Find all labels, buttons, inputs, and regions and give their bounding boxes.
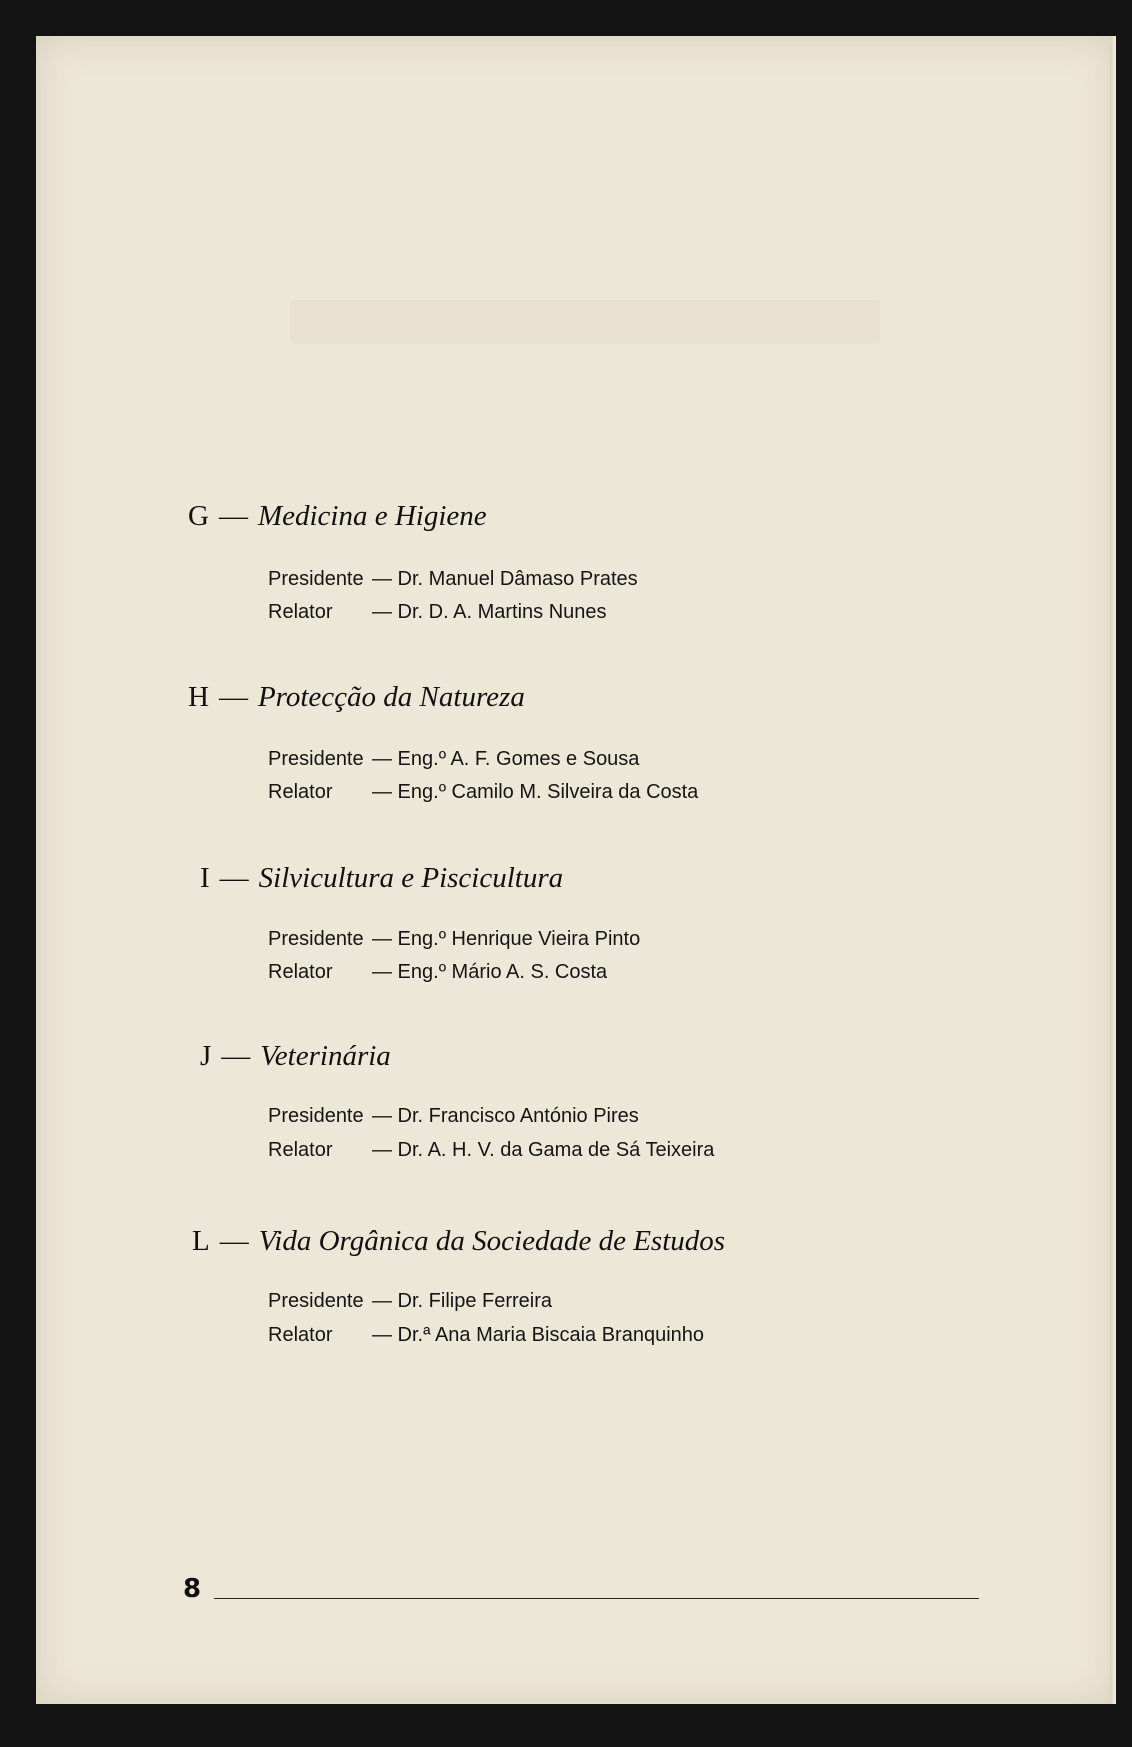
section-heading: I — Silvicultura e Piscicultura xyxy=(200,862,564,894)
relator-row xyxy=(268,1324,704,1347)
role-label: Presidente xyxy=(268,1290,364,1312)
bleed-through-text xyxy=(290,300,880,344)
section-title: Vida Orgânica da Sociedade de Estudos xyxy=(258,1225,726,1257)
section-title: Veterinária xyxy=(260,1040,391,1072)
relator-row xyxy=(268,601,607,624)
section-letter: H xyxy=(188,681,209,713)
role-label: Relator xyxy=(268,601,333,623)
person-name: — Eng.º Henrique Vieira Pinto xyxy=(372,928,641,950)
section-heading: L — Vida Orgânica da Sociedade de Estudos xyxy=(192,1225,726,1257)
page-number: 8 xyxy=(183,1574,202,1604)
presidente-row xyxy=(268,928,640,951)
person-name: — Eng.º Camilo M. Silveira da Costa xyxy=(372,781,699,803)
person-name: — Dr. Francisco António Pires xyxy=(372,1105,639,1127)
document-page xyxy=(36,36,1116,1704)
section-letter: L xyxy=(192,1225,210,1257)
section-heading: G — Medicina e Higiene xyxy=(188,500,487,532)
section-title: Protecção da Natureza xyxy=(257,681,525,713)
section-letter: I xyxy=(200,862,210,894)
section-letter: G xyxy=(188,500,209,532)
person-name: — Dr. A. H. V. da Gama de Sá Teixeira xyxy=(372,1139,715,1161)
person-name: — Eng.º Mário A. S. Costa xyxy=(372,961,608,983)
relator-row xyxy=(268,961,607,984)
presidente-row xyxy=(268,1105,639,1128)
person-name: — Dr. Filipe Ferreira xyxy=(372,1290,553,1312)
presidente-row xyxy=(268,1290,552,1313)
section-heading: J — Veterinária xyxy=(200,1040,391,1072)
relator-row xyxy=(268,1139,714,1162)
role-label: Presidente xyxy=(268,1105,364,1127)
role-label: Relator xyxy=(268,781,333,803)
page-fold xyxy=(1110,36,1116,1704)
role-label: Presidente xyxy=(268,928,364,950)
role-label: Relator xyxy=(268,1324,333,1346)
role-label: Presidente xyxy=(268,748,364,770)
section-heading: H — Protecção da Natureza xyxy=(188,681,525,713)
person-name: — Dr. D. A. Martins Nunes xyxy=(372,601,607,623)
section-title: Medicina e Higiene xyxy=(257,500,487,532)
role-label: Relator xyxy=(268,961,333,983)
section-title: Silvicultura e Piscicultura xyxy=(258,862,564,894)
footer-rule xyxy=(214,1598,979,1599)
presidente-row xyxy=(268,568,638,591)
person-name: — Eng.º A. F. Gomes e Sousa xyxy=(372,748,640,770)
relator-row xyxy=(268,781,698,804)
role-label: Presidente xyxy=(268,568,364,590)
person-name: — Dr. Manuel Dâmaso Prates xyxy=(372,568,638,590)
section-letter: J xyxy=(200,1040,212,1072)
presidente-row xyxy=(268,748,639,771)
person-name: — Dr.ª Ana Maria Biscaia Branquinho xyxy=(372,1324,705,1346)
role-label: Relator xyxy=(268,1139,333,1161)
